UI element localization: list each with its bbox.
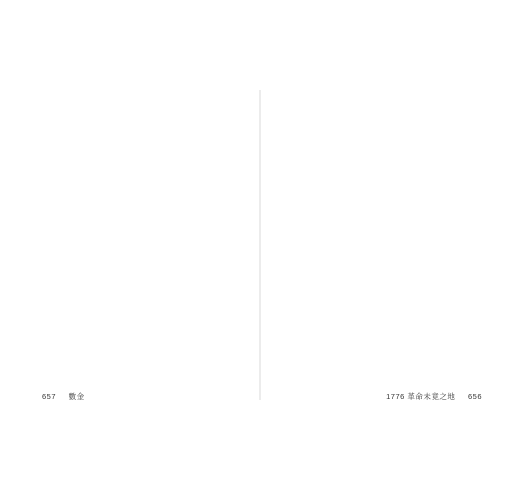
right-page-number: 656 xyxy=(467,392,482,401)
left-page-running-title: 數金 xyxy=(68,392,85,401)
right-page-body xyxy=(288,96,494,346)
left-page-number: 657 xyxy=(42,392,57,401)
right-page-running-title: 1776 革命未竟之地 xyxy=(386,392,456,401)
right-page-footer xyxy=(386,391,482,402)
right-page xyxy=(260,0,520,500)
left-page-footer xyxy=(42,391,85,402)
left-page-body xyxy=(40,96,228,346)
